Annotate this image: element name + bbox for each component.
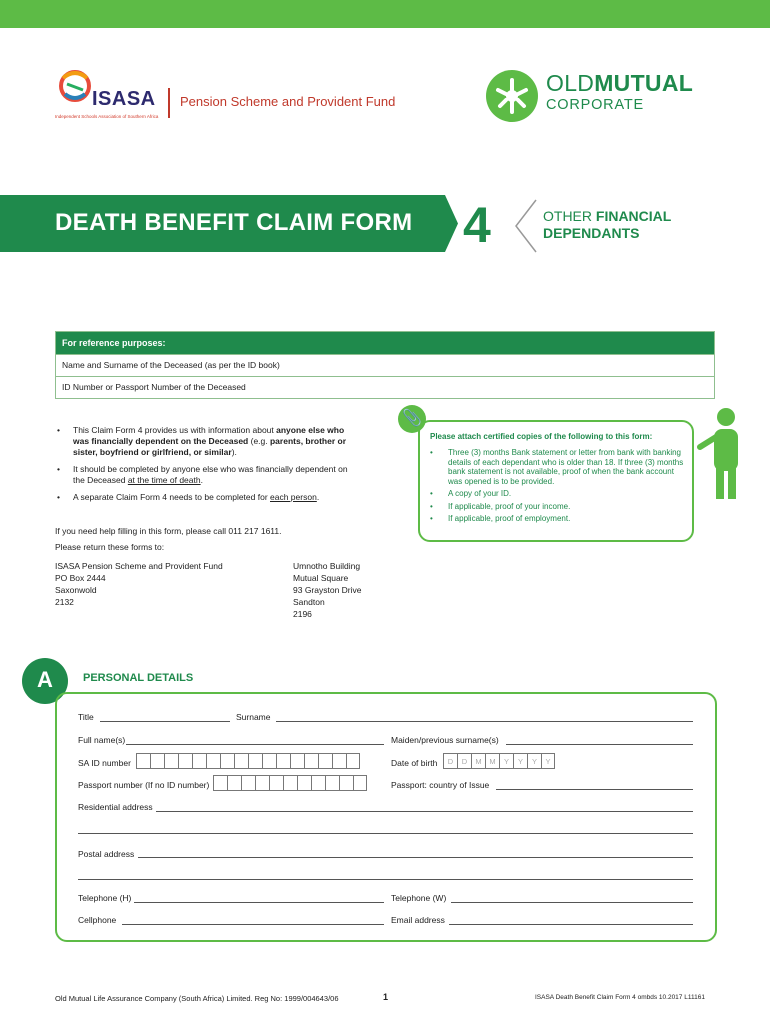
passport-label: Passport number (If no ID number) <box>78 780 210 790</box>
passport-input[interactable] <box>213 775 367 791</box>
street-address-block: Umnotho Building Mutual Square 93 Grayston Drive Sandton 2196 <box>293 561 362 619</box>
passport-country-input[interactable] <box>496 789 693 790</box>
residential-input-1[interactable] <box>156 811 693 812</box>
maiden-input[interactable] <box>506 744 693 745</box>
residential-label: Residential address <box>78 802 153 812</box>
sa-id-input[interactable] <box>136 753 360 769</box>
info-bullets <box>55 425 355 509</box>
tel-h-label: Telephone (H) <box>78 893 132 903</box>
list-item: • It should be completed by anyone else who was financially dependent on the Deceased at the time of death. <box>55 464 355 486</box>
email-input[interactable] <box>449 924 693 925</box>
sa-id-label: SA ID number <box>78 758 131 768</box>
form-number: 4 <box>463 197 491 253</box>
top-green-bar <box>0 0 770 28</box>
reference-heading: For reference purposes: <box>56 332 714 354</box>
old-mutual-wordmark: OLDMUTUAL <box>546 70 694 96</box>
postal-input-1[interactable] <box>138 857 693 858</box>
form-subtitle: OTHER FINANCIAL DEPENDANTS <box>543 208 672 241</box>
attachments-list <box>430 448 688 527</box>
passport-country-label: Passport: country of Issue <box>391 780 490 790</box>
form-title: DEATH BENEFIT CLAIM FORM <box>55 209 413 236</box>
postal-input-2[interactable] <box>78 879 693 880</box>
reference-table <box>55 331 715 399</box>
section-a-badge: A <box>22 658 68 704</box>
residential-input-2[interactable] <box>78 833 693 834</box>
maiden-label: Maiden/previous surname(s) <box>391 735 499 745</box>
chevron-left-icon <box>510 198 540 254</box>
page-number: 1 <box>383 992 389 1002</box>
attachments-title: Please attach certified copies of the following to this form: <box>430 432 653 441</box>
surname-label: Surname <box>236 712 271 722</box>
footer-form-ref: ISASA Death Benefit Claim Form 4 ombds 10.2017 L11161 <box>535 994 705 1001</box>
surname-input[interactable] <box>276 721 693 722</box>
dob-input[interactable]: D D M M Y Y Y Y <box>443 753 555 769</box>
section-a-title: PERSONAL DETAILS <box>83 672 194 684</box>
deceased-name-field[interactable]: Name and Surname of the Deceased (as per the ID book) <box>56 354 714 376</box>
title-input[interactable] <box>100 721 230 722</box>
list-item: • A copy of your ID. <box>430 489 688 499</box>
list-item: • If applicable, proof of employment. <box>430 514 688 524</box>
help-text: If you need help filling in this form, please call 011 217 1611. <box>55 526 282 536</box>
isasa-wordmark: ISASA <box>92 88 156 110</box>
fullnames-label: Full name(s) <box>78 735 126 745</box>
paperclip-icon: 📎 <box>398 405 426 433</box>
footer-legal: Old Mutual Life Assurance Company (South Africa) Limited. Reg No: 1999/004643/06 <box>55 994 339 1003</box>
deceased-id-field[interactable]: ID Number or Passport Number of the Deceased <box>56 376 714 398</box>
person-pointing-icon <box>696 405 746 500</box>
tel-w-input[interactable] <box>451 902 693 903</box>
return-text: Please return these forms to: <box>55 542 165 552</box>
list-item: • Three (3) months Bank statement or letter from bank with banking details of each dependant who is older than 18. If three (3) months bank statement is not available, proof of when the bank account was opened is to be provided. <box>430 448 688 486</box>
scheme-name: Pension Scheme and Provident Fund <box>180 94 396 109</box>
fullnames-input[interactable] <box>126 744 384 745</box>
dob-label: Date of birth <box>391 758 438 768</box>
logo-divider <box>168 88 170 118</box>
list-item: • If applicable, proof of your income. <box>430 502 688 512</box>
list-item: • A separate Claim Form 4 needs to be completed for each person. <box>55 492 355 503</box>
title-label: Title <box>78 712 94 722</box>
postal-label: Postal address <box>78 849 135 859</box>
isasa-tagline: Independent Schools Association of Southern Africa <box>55 114 159 119</box>
old-mutual-corporate: CORPORATE <box>546 97 644 113</box>
postal-address-block: ISASA Pension Scheme and Provident Fund PO Box 2444 Saxonwold 2132 <box>55 561 223 607</box>
old-mutual-logo-icon <box>486 70 538 122</box>
tel-w-label: Telephone (W) <box>391 893 447 903</box>
personal-details-box <box>55 692 717 942</box>
list-item: • This Claim Form 4 provides us with information about anyone else who was financially dependent on the Deceased (e.g. parents, brother or sister, boyfriend or girlfriend, or similar). <box>55 425 355 458</box>
cell-input[interactable] <box>122 924 384 925</box>
email-label: Email address <box>391 915 445 925</box>
cell-label: Cellphone <box>78 915 117 925</box>
tel-h-input[interactable] <box>134 902 384 903</box>
